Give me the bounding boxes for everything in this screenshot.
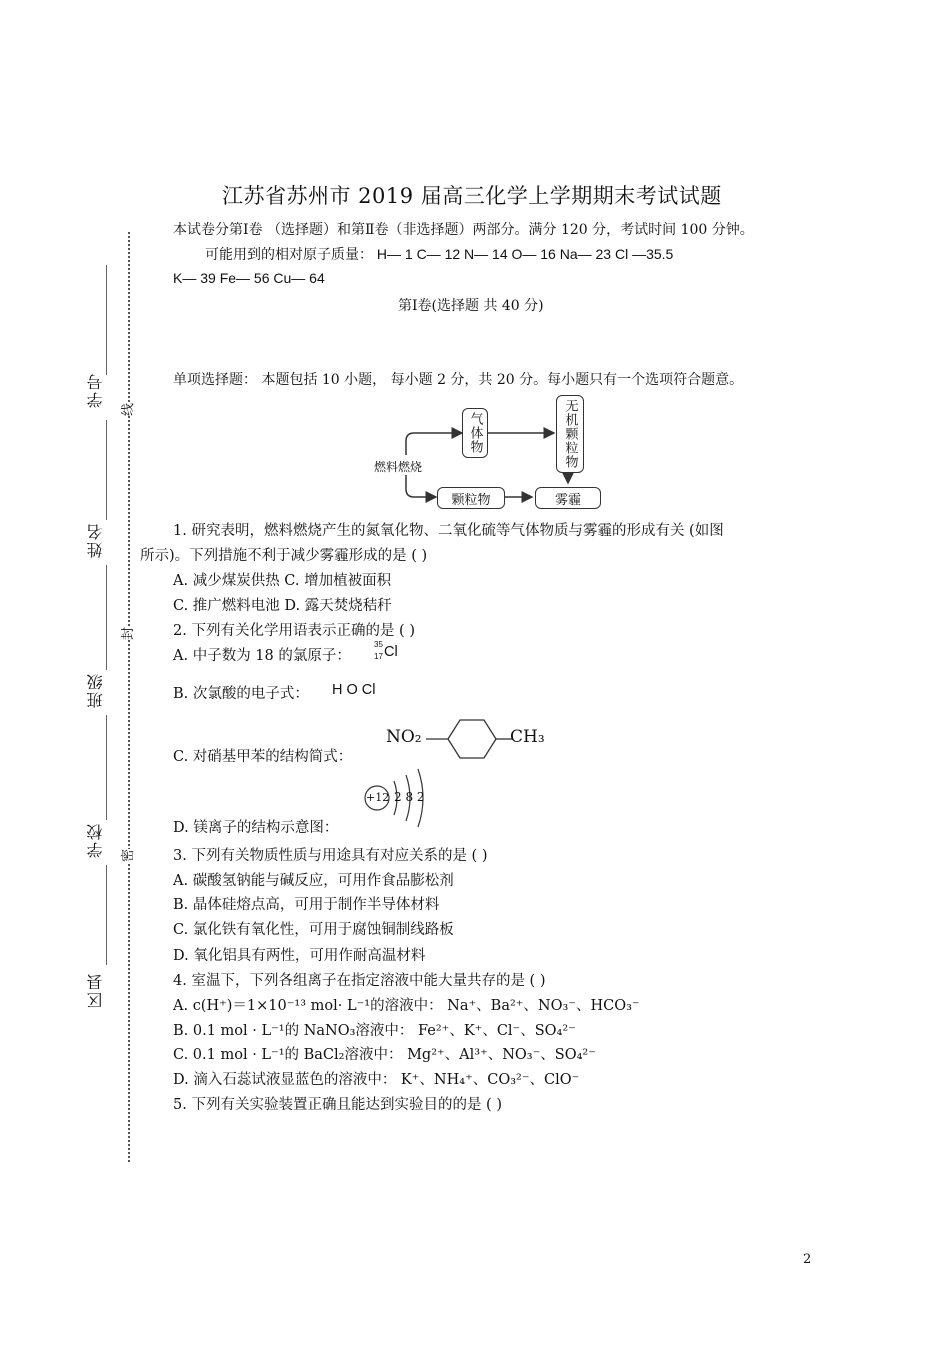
q2-a-mass-number: 35 <box>374 640 383 649</box>
q2-c-nitro-group: NO₂ <box>386 727 422 747</box>
instructions: 单项选择题： 本题包括 10 小题， 每小题 2 分，共 20 分。每小题只有一个选项符合题意。 <box>173 372 744 388</box>
intro-line-1: 本试卷分第Ⅰ卷 （选择题）和第Ⅱ卷（非选择题）两部分。满分 120 分，考试时间 100 分钟。 <box>173 222 754 238</box>
diagram-gas: 气体物 <box>462 408 488 458</box>
q2-option-a: A. 中子数为 18 的氯原子： <box>173 648 351 664</box>
q2-option-c: C. 对硝基甲苯的结构简式： <box>173 749 353 765</box>
fill-line-class <box>106 565 107 670</box>
label-district: 区县 <box>86 972 105 1008</box>
seal-mark-close: 密 <box>117 849 136 862</box>
binding-line <box>128 232 130 1162</box>
seal-mark-seal: 封 <box>117 627 136 640</box>
q3-option-b: B. 晶体硅熔点高，可用于制作半导体材料 <box>173 897 440 913</box>
diagram-particles: 颗粒物 <box>437 487 505 509</box>
q2-option-b: B. 次氯酸的电子式： <box>173 686 309 702</box>
q5-stem: 5. 下列有关实验装置正确且能达到实验目的的是 ( ) <box>173 1097 502 1113</box>
paper-title: 江苏省苏州市 2019 届高三化学上学期期末考试试题 <box>222 184 722 208</box>
fill-line-id <box>106 265 107 375</box>
benzene-ring-icon <box>420 714 515 764</box>
section-title: 第Ⅰ卷(选择题 共 40 分) <box>398 298 544 314</box>
q3-option-d: D. 氧化铝具有两性，可用作耐高温材料 <box>173 948 426 964</box>
label-class: 班级 <box>86 672 105 708</box>
q2-option-d: D. 镁离子的结构示意图： <box>173 820 339 836</box>
q1-stem-1: 1. 研究表明，燃料燃烧产生的氮氧化物、二氧化硫等气体物质与雾霾的形成有关 (如图 <box>173 523 724 539</box>
q4-option-c: C. 0.1 mol · L⁻¹的 BaCl₂溶液中： Mg²⁺、Al³⁺、NO₃⁻、SO₄²⁻ <box>173 1047 596 1063</box>
q1-stem-2: 所示)。下列措施不利于减少雾霾形成的是 ( ) <box>140 548 428 564</box>
diagram-inorganic-particles: 无机颗粒物 <box>556 395 584 473</box>
fill-line-district <box>106 865 107 965</box>
q4-option-d: D. 滴入石蕊试液显蓝色的溶液中： K⁺、NH₄⁺、CO₃²⁻、ClO⁻ <box>173 1072 580 1088</box>
fill-line-school <box>106 715 107 820</box>
diagram-source: 燃料燃烧 <box>374 460 423 474</box>
q4-stem: 4. 室温下，下列各组离子在指定溶液中能大量共存的是 ( ) <box>173 973 546 989</box>
label-name: 姓名 <box>86 522 105 558</box>
ion-electron-shells: 2 8 2 <box>394 790 425 804</box>
ion-nucleus-charge: +12 <box>366 791 390 804</box>
q1-option-row-1: A. 减少煤炭供热 C. 增加植被面积 <box>173 573 392 589</box>
q2-a-symbol: Cl <box>384 644 398 660</box>
diagram-haze: 雾霾 <box>535 487 601 509</box>
intro-line-3: K— 39 Fe— 56 Cu— 64 <box>173 270 325 286</box>
q3-stem: 3. 下列有关物质性质与用途具有对应关系的是 ( ) <box>173 848 488 864</box>
q4-option-b: B. 0.1 mol · L⁻¹的 NaNO₃溶液中： Fe²⁺、K⁺、Cl⁻、SO₄²⁻ <box>173 1023 576 1039</box>
seal-mark-line: 线 <box>117 403 136 416</box>
label-school: 学校 <box>86 822 105 858</box>
q4-option-a: A. c(H⁺)＝1×10⁻¹³ mol· L⁻¹的溶液中： Na⁺、Ba²⁺、NO₃⁻、HCO₃⁻ <box>173 998 640 1014</box>
label-student-id: 学号 <box>86 372 105 408</box>
q1-option-row-2: C. 推广燃料电池 D. 露天焚烧秸秆 <box>173 598 392 614</box>
q2-b-formula: H O Cl <box>332 682 376 698</box>
intro-line-2: 可能用到的相对原子质量： H— 1 C— 12 N— 14 O— 16 Na— 23 Cl —35.5 <box>205 246 674 262</box>
q2-c-methyl-group: CH₃ <box>510 727 545 747</box>
q3-option-c: C. 氯化铁有氧化性，可用于腐蚀铜制线路板 <box>173 922 454 938</box>
q3-option-a: A. 碳酸氢钠能与碱反应，可用作食品膨松剂 <box>173 873 454 889</box>
fill-line-name <box>106 420 107 520</box>
q2-stem: 2. 下列有关化学用语表示正确的是 ( ) <box>173 623 415 639</box>
q2-a-atomic-number: 17 <box>374 652 383 661</box>
page-number: 2 <box>803 1252 812 1267</box>
